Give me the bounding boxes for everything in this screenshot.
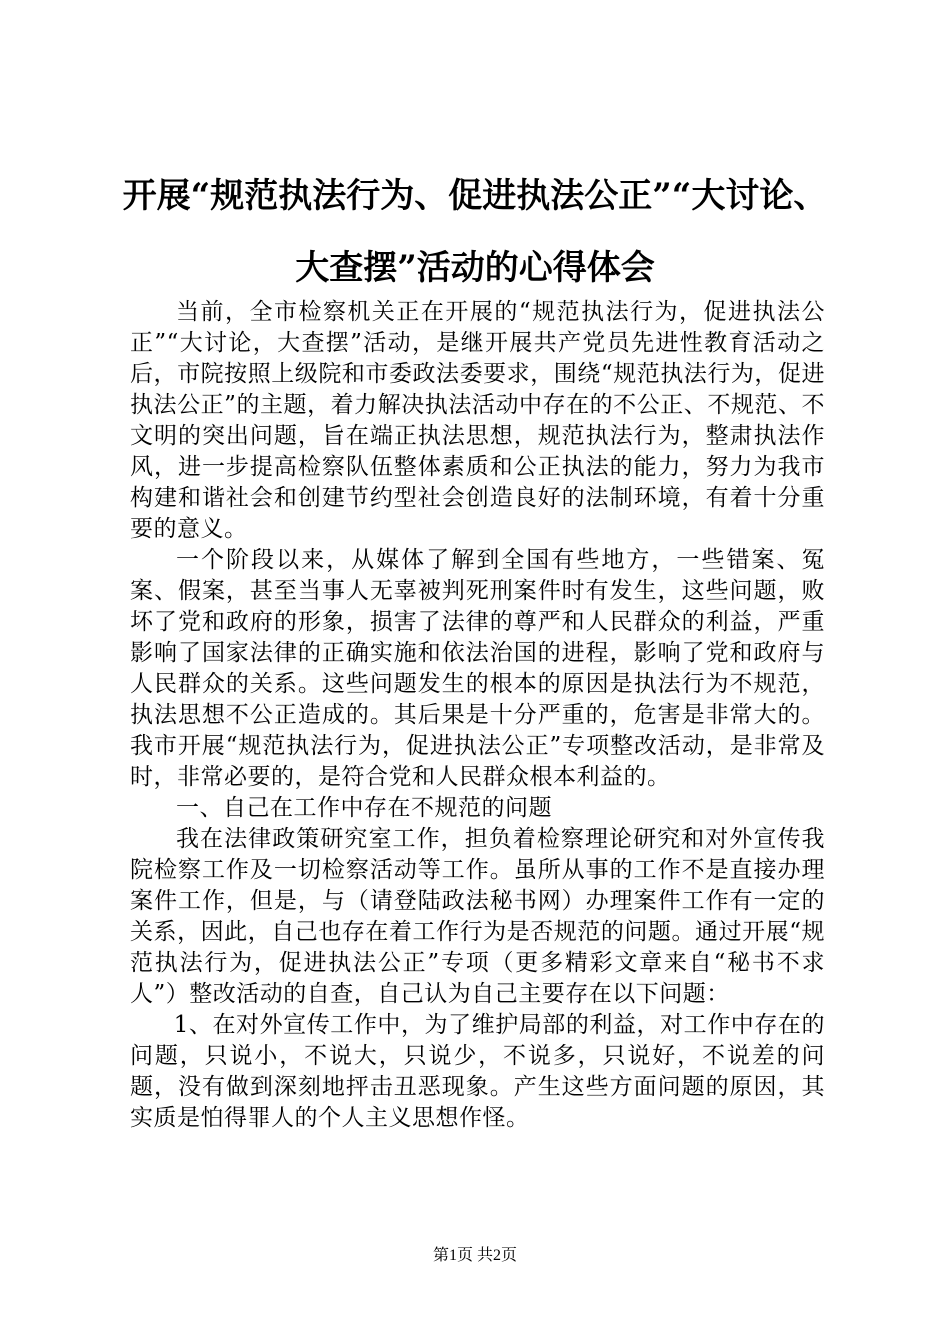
document-body (130, 297, 825, 1134)
section-heading-1: 一、自己在工作中存在不规范的问题 (176, 795, 552, 821)
paragraph-intro: 当前，全市检察机关正在开展的“规范执法行为，促进执法公正”“大讨论，大查摆”活动，是继开展共产党员先进性教育活动之后，市院按照上级院和市委政法委要求，围绕“规范执法行为，促进执法公正”的主题，着力解决执法活动中存在的不公正、不规范、不文明的突出问题，旨在端正执法思想，规范执法行为，整肃执法作风，进一步提高检察队伍整体素质和公正执法的能力，努力为我市构建和谐社会和创建节约型社会创造良好的法制环境，有着十分重要的意义。 (130, 299, 825, 542)
paragraph-background: 一个阶段以来，从媒体了解到全国有些地方，一些错案、冤案、假案，甚至当事人无辜被判死刑案件时有发生，这些问题，败坏了党和政府的形象，损害了法律的尊严和人民群众的利益，严重影响了国家法律的正确实施和依法治国的进程，影响了党和政府与人民群众的关系。这些问题发生的根本的原因是执法行为不规范，执法思想不公正造成的。其后果是十分严重的，危害是非常大的。我市开展“规范执法行为，促进执法公正”专项整改活动，是非常及时，非常必要的，是符合党和人民群众根本利益的。 (130, 547, 825, 790)
page-footer: 第1页 共2页 (432, 1247, 517, 1264)
paragraph-work-description: 我在法律政策研究室工作，担负着检察理论研究和对外宣传我院检察工作及一切检察活动等工作。虽所从事的工作不是直接办理案件工作，但是，与（请登陆政法秘书网）办理案件工作有一定的关系，因此，自己也存在着工作行为是否规范的问题。通过开展“规范执法行为，促进执法公正”专项（更多精彩文章来自“秘书不求人”）整改活动的自查，自己认为自己主要存在以下问题： (130, 826, 825, 1007)
paragraph-item-1: 1、在对外宣传工作中，为了维护局部的利益，对工作中存在的问题，只说小，不说大，只说少，不说多，只说好，不说差的问题，没有做到深刻地抨击丑恶现象。产生这些方面问题的原因，其实质是怕得罪人的个人主义思想作怪。 (130, 1012, 825, 1131)
document-title: 开展“规范执法行为、促进执法公正”“大讨论、大查摆”活动的心得体会 (122, 176, 828, 288)
